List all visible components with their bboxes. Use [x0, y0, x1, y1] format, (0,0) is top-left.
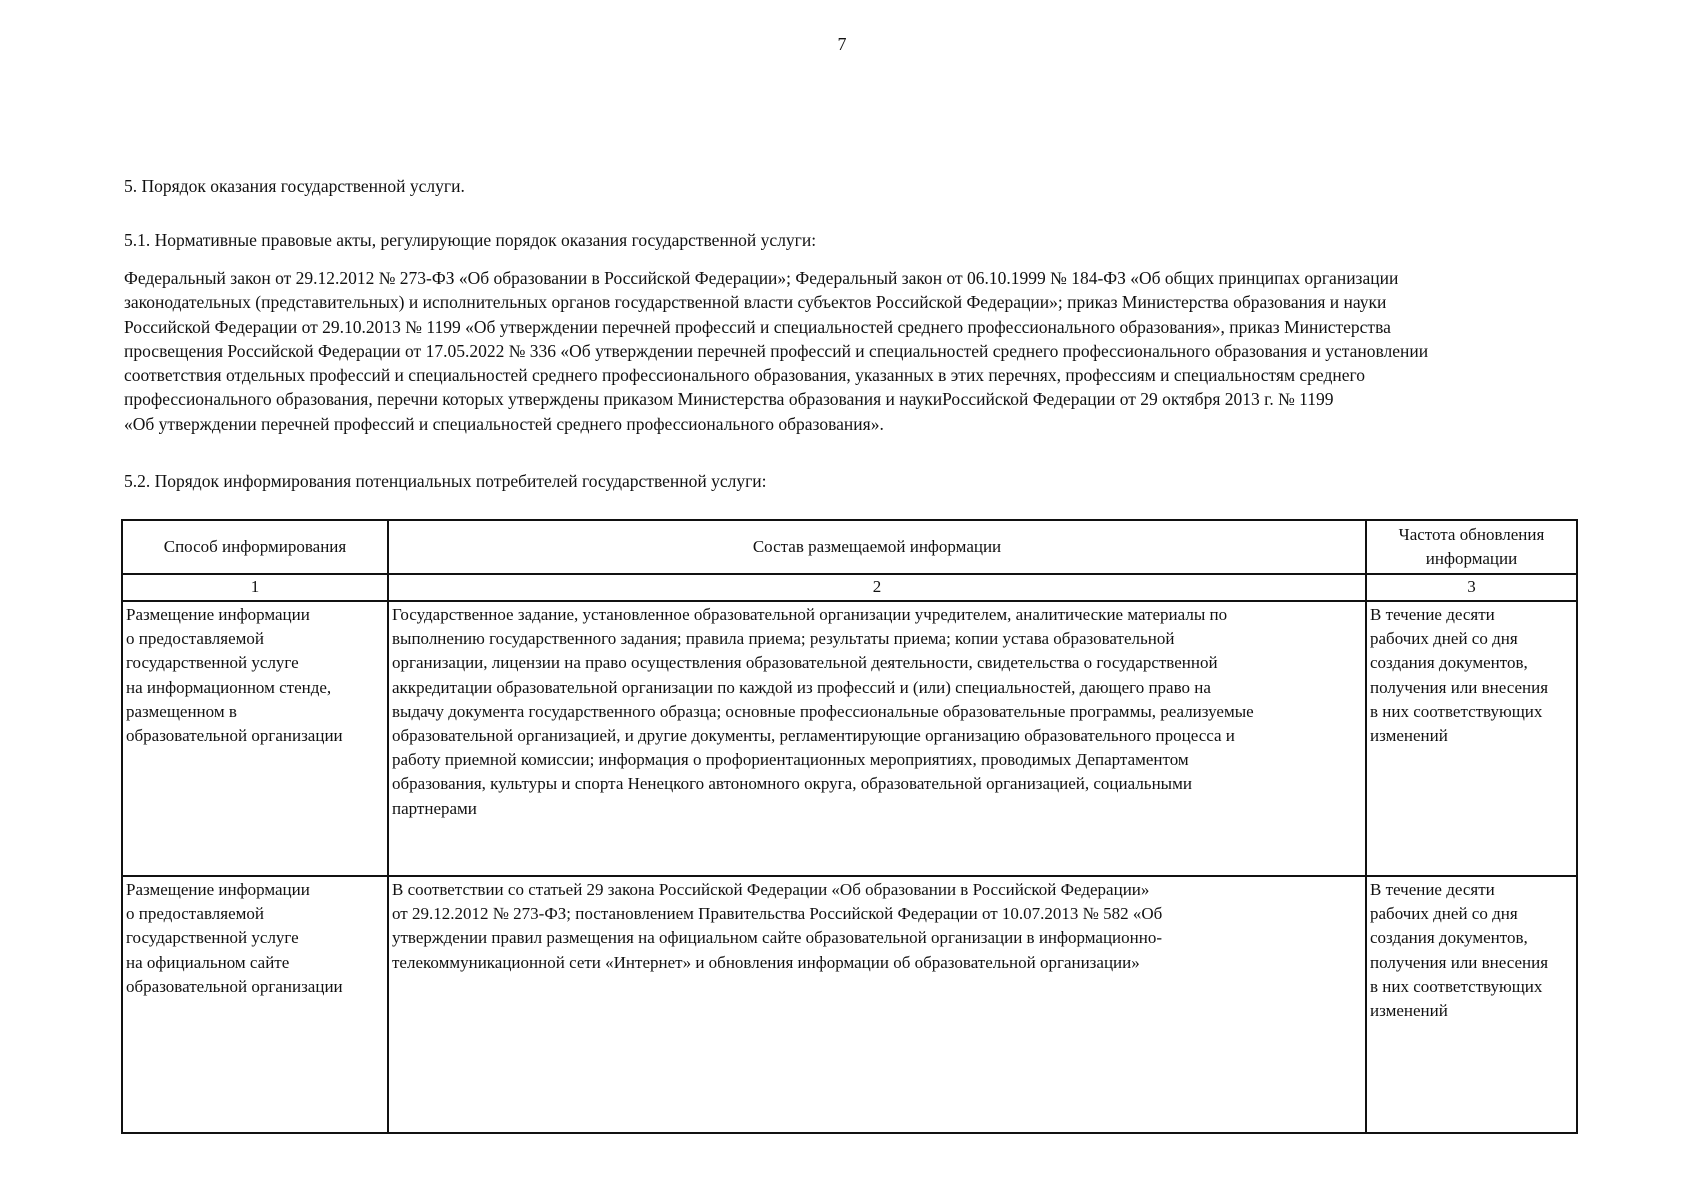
cell-line: образования, культуры и спорта Ненецкого автономного округа, образовательной организацией, социальными — [392, 774, 1192, 794]
cell-line: создания документов, — [1370, 928, 1528, 948]
cell-line: на информационном стенде, — [126, 677, 332, 697]
frequency-cell — [1366, 601, 1577, 876]
cell-line: изменений — [1370, 1001, 1448, 1021]
method-cell — [122, 601, 388, 876]
cell-line: создания документов, — [1370, 653, 1528, 673]
frequency-cell — [1366, 876, 1577, 1133]
header-frequency: Частота обновления информации — [1366, 520, 1577, 574]
cell-line: образовательной организации — [126, 726, 343, 746]
legal-acts-line: Федеральный закон от 29.12.2012 № 273-ФЗ «Об образовании в Российской Федерации»; Федеральный закон от 06.10.1999 № 184-ФЗ «Об общих принципах организации — [124, 268, 1399, 288]
cell-line: получения или внесения — [1370, 677, 1549, 697]
legal-acts-line: просвещения Российской Федерации от 17.05.2022 № 336 «Об утверждении перечней профессий и специальностей среднего профессионального образования и установлении — [124, 340, 1429, 361]
cell-line: аккредитации образовательной организации по каждой из профессий и (или) специальностей, дающего право на — [392, 677, 1211, 697]
cell-line: о предоставляемой — [126, 904, 264, 924]
cell-line: телекоммуникационной сети «Интернет» и обновления информации об образовательной организации» — [392, 952, 1140, 972]
cell-line: в них соответствующих — [1370, 701, 1543, 721]
cell-line: Размещение информации — [126, 605, 310, 624]
legal-acts-line: законодательных (представительных) и исполнительных органов государственной власти субъектов Российской Федерации»; приказ Министерства образования и науки — [124, 292, 1387, 313]
cell-line: В течение десяти — [1370, 605, 1495, 624]
cell-line: от 29.12.2012 № 273-ФЗ; постановлением Правительства Российской Федерации от 10.07.2013 № 582 «Об — [392, 904, 1163, 924]
content-cell — [388, 601, 1366, 876]
legal-acts-line: профессионального образования, перечни которых утверждены приказом Министерства образования и наукиРоссийской Федерации от 29 октября 2013 г. № 1199 — [124, 389, 1334, 410]
cell-line: о предоставляемой — [126, 629, 264, 649]
cell-line: образовательной организацией, и другие документы, регламентирующие организацию образовательного процесса и — [392, 726, 1235, 746]
cell-line: Размещение информации — [126, 880, 310, 899]
cell-line: в них соответствующих — [1370, 976, 1543, 996]
cell-line: Государственное задание, установленное образовательной организации учредителем, аналитические материалы по — [392, 605, 1228, 624]
cell-line: выдачу документа государственного образца; основные профессиональные образовательные программы, реализуемые — [392, 701, 1254, 721]
header-method: Способ информирования — [122, 520, 388, 574]
cell-line: работу приемной комиссии; информация о профориентационных мероприятиях, проводимых Департаментом — [392, 750, 1189, 770]
cell-line: рабочих дней со дня — [1370, 904, 1518, 924]
section-5-2-heading: 5.2. Порядок информирования потенциальных потребителей государственной услуги: — [124, 471, 767, 491]
legal-acts-line: Российской Федерации от 29.10.2013 № 1199 «Об утверждении перечней профессий и специальностей среднего профессионального образования», приказ Министерства — [124, 316, 1391, 337]
cell-line: выполнению государственного задания; правила приема; результаты приема; копии устава образовательной — [392, 629, 1175, 649]
column-number: 1 — [122, 574, 388, 601]
cell-line: В течение десяти — [1370, 880, 1495, 899]
section-5-heading: 5. Порядок оказания государственной услуги. — [124, 176, 465, 196]
cell-line: получения или внесения — [1370, 952, 1549, 972]
method-cell — [122, 876, 388, 1133]
content-cell — [388, 876, 1366, 1133]
legal-acts-line: соответствия отдельных профессий и специальностей среднего профессионального образования, указанных в этих перечнях, профессиям и специальностям среднего — [124, 365, 1365, 386]
cell-line: В соответствии со статьей 29 закона Российской Федерации «Об образовании в Российской Федерации» — [392, 880, 1150, 899]
cell-line: организации, лицензии на право осуществления образовательной деятельности, свидетельства о государственной — [392, 653, 1218, 673]
cell-line: размещенном в — [126, 701, 237, 721]
legal-acts-paragraph — [124, 266, 1564, 436]
section-5-1-heading: 5.1. Нормативные правовые акты, регулирующие порядок оказания государственной услуги: — [124, 230, 817, 250]
cell-line: на официальном сайте — [126, 952, 290, 972]
page-number: 7 — [837, 34, 847, 54]
header-content: Состав размещаемой информации — [388, 520, 1366, 574]
column-number: 2 — [388, 574, 1366, 601]
cell-line: партнерами — [392, 798, 477, 818]
cell-line: государственной услуге — [126, 928, 299, 948]
cell-line: рабочих дней со дня — [1370, 629, 1518, 649]
information-table — [121, 519, 1578, 1134]
cell-line: образовательной организации — [126, 976, 343, 996]
column-number-row — [122, 574, 1577, 601]
cell-line: изменений — [1370, 726, 1448, 746]
cell-line: утверждении правил размещения на официальном сайте образовательной организации в информационно- — [392, 928, 1163, 948]
cell-line: государственной услуге — [126, 653, 299, 673]
table-row — [122, 876, 1577, 1133]
column-number: 3 — [1366, 574, 1577, 601]
table-row — [122, 601, 1577, 876]
legal-acts-line: «Об утверждении перечней профессий и специальностей среднего профессионального образования». — [124, 413, 884, 434]
table-header-row — [122, 520, 1577, 574]
